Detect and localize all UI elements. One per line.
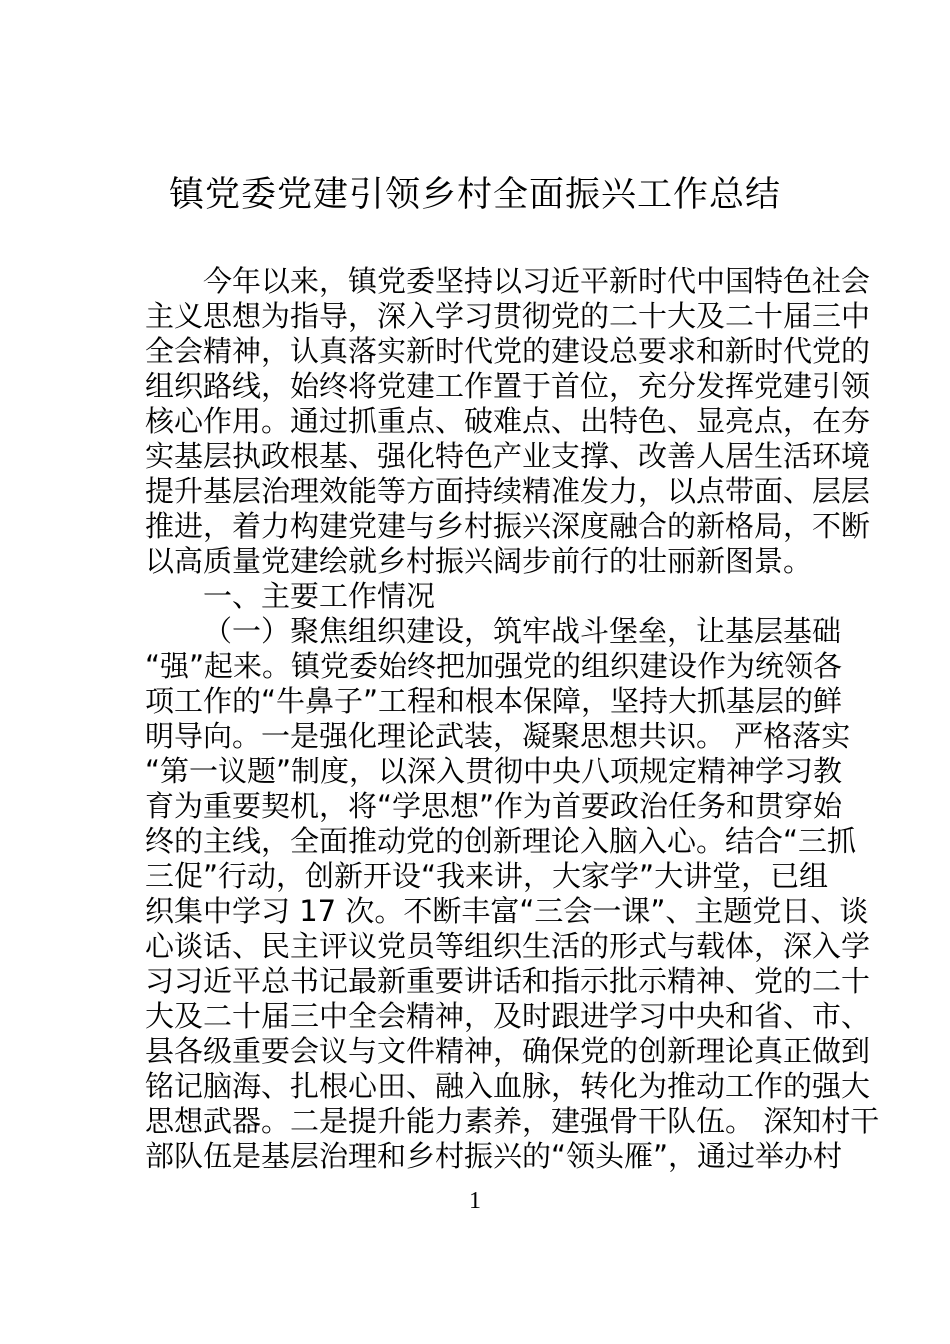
text-line: 组织路线，始终将党建工作置于首位，充分发挥党建引领 bbox=[145, 369, 871, 403]
text-line: 推进，着力构建党建与乡村振兴深度融合的新格局，不断 bbox=[145, 509, 871, 543]
page-number: 1 bbox=[469, 1188, 481, 1214]
text-line: “第一议题”制度，以深入贯彻中央八项规定精神学习教 bbox=[145, 754, 843, 788]
text-line: 大及二十届三中全会精神，及时跟进学习中央和省、市、 bbox=[145, 999, 871, 1033]
subsection-heading: （一）聚焦组织建设，筑牢战斗堡垒，让基层基础 bbox=[203, 614, 842, 648]
text-line: 心谈话、民主评议党员等组织生活的形式与载体，深入学 bbox=[145, 929, 871, 963]
document-title: 镇党委党建引领乡村全面振兴工作总结 bbox=[168, 175, 781, 215]
text-line: 明导向。一是强化理论武装，凝聚思想共识。 严格落实 bbox=[145, 719, 851, 753]
text-line: 终的主线，全面推动党的创新理论入脑入心。结合“三抓 bbox=[145, 824, 857, 858]
text-line: 主义思想为指导，深入学习贯彻党的二十大及二十届三中 bbox=[145, 299, 871, 333]
text-line: 实基层执政根基、强化特色产业支撑、改善人居生活环境 bbox=[145, 439, 871, 473]
text-line: 织集中学习 17 次。不断丰富“三会一课”、主题党日、谈 bbox=[145, 894, 869, 928]
text-line: 提升基层治理效能等方面持续精准发力，以点带面、层层 bbox=[145, 474, 871, 508]
text-line: 思想武器。二是提升能力素养，建强骨干队伍。 深知村干 bbox=[145, 1104, 880, 1138]
text-line: 县各级重要会议与文件精神，确保党的创新理论真正做到 bbox=[145, 1034, 871, 1068]
text-line: 习习近平总书记最新重要讲话和指示批示精神、党的二十 bbox=[145, 964, 871, 998]
text-line: 铭记脑海、扎根心田、融入血脉，转化为推动工作的强大 bbox=[145, 1069, 871, 1103]
text-line: 以高质量党建绘就乡村振兴阔步前行的壮丽新图景。 bbox=[145, 544, 813, 578]
text-line: 全会精神，认真落实新时代党的建设总要求和新时代党的 bbox=[145, 334, 871, 368]
text-line: 今年以来，镇党委坚持以习近平新时代中国特色社会 bbox=[203, 264, 871, 298]
text-line: 部队伍是基层治理和乡村振兴的“领头雁”，通过举办村 bbox=[145, 1139, 843, 1173]
text-line: 育为重要契机，将“学思想”作为首要政治任务和贯穿始 bbox=[145, 789, 843, 823]
document-body bbox=[145, 264, 880, 1174]
text-line: 项工作的“牛鼻子”工程和根本保障，坚持大抓基层的鲜 bbox=[145, 684, 843, 718]
text-line: 三促”行动，创新开设“我来讲，大家学”大讲堂，已组 bbox=[145, 859, 829, 893]
text-line: 核心作用。通过抓重点、破难点、出特色、显亮点，在夯 bbox=[145, 404, 871, 438]
text-line: “强”起来。镇党委始终把加强党的组织建设作为统领各 bbox=[145, 649, 843, 683]
section-heading: 一、主要工作情况 bbox=[203, 579, 436, 613]
